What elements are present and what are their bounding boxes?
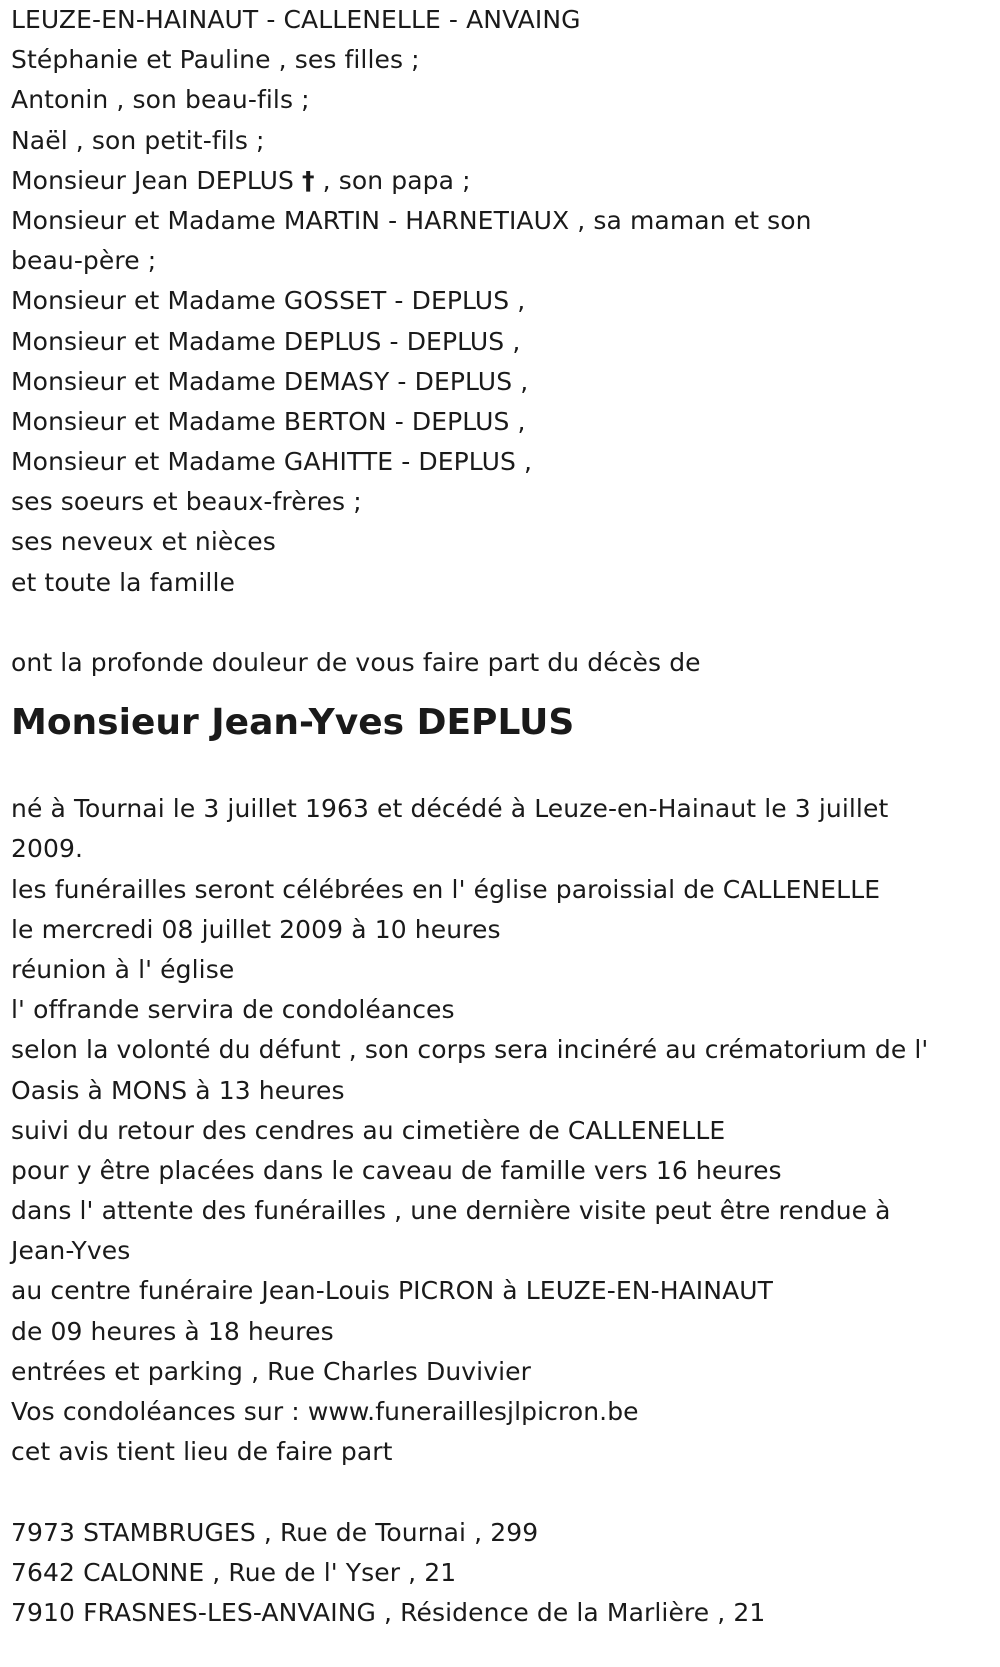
family-line: Monsieur et Madame GAHITTE - DEPLUS , [11, 447, 533, 477]
family-line: Antonin , son beau-fils ; [11, 85, 310, 115]
father-line [11, 161, 991, 201]
detail-line: Oasis à MONS à 13 heures [11, 1075, 345, 1105]
detail-line: entrées et parking , Rue Charles Duvivier [11, 1356, 532, 1386]
detail-line: dans l' attente des funérailles , une dernière visite peut être rendue à [11, 1196, 891, 1226]
detail-line: réunion à l' église [11, 954, 235, 984]
cross-icon: † [302, 165, 315, 195]
spacer [11, 759, 991, 789]
detail-line: l' offrande servira de condoléances [11, 995, 455, 1025]
family-line: ses neveux et nièces [11, 527, 276, 557]
father-relation: , son papa ; [314, 165, 471, 195]
family-line: beau-père ; [11, 246, 157, 276]
detail-line: au centre funéraire Jean-Louis PICRON à LEUZE-EN-HAINAUT [11, 1276, 774, 1306]
address-line: 7973 STAMBRUGES , Rue de Tournai , 299 [11, 1517, 539, 1547]
obituary-notice [11, 0, 991, 1633]
detail-line: le mercredi 08 juillet 2009 à 10 heures [11, 914, 501, 944]
condolences-website-line: Vos condoléances sur : www.funeraillesjlpicron.be [11, 1397, 639, 1426]
detail-line: 2009. [11, 834, 84, 864]
detail-line: cet avis tient lieu de faire part [11, 1437, 393, 1467]
detail-line: pour y être placées dans le caveau de famille vers 16 heures [11, 1155, 782, 1185]
family-line: Monsieur et Madame DEMASY - DEPLUS , [11, 366, 529, 396]
spacer [11, 603, 991, 643]
locations-header: LEUZE-EN-HAINAUT - CALLENELLE - ANVAING [11, 5, 581, 34]
detail-line: selon la volonté du défunt , son corps sera incinéré au crématorium de l' [11, 1035, 929, 1065]
detail-line: les funérailles seront célébrées en l' église paroissial de CALLENELLE [11, 874, 881, 904]
family-line: Naël , son petit-fils ; [11, 125, 265, 155]
family-line: Monsieur et Madame GOSSET - DEPLUS , [11, 286, 526, 316]
deceased-name: Monsieur Jean-Yves DEPLUS [11, 702, 575, 744]
family-line: Monsieur et Madame DEPLUS - DEPLUS , [11, 326, 521, 356]
address-line: 7910 FRASNES-LES-ANVAING , Résidence de la Marlière , 21 [11, 1597, 766, 1627]
spacer [11, 1472, 991, 1512]
detail-line: de 09 heures à 18 heures [11, 1316, 334, 1346]
detail-line: Jean-Yves [11, 1236, 131, 1266]
detail-line: suivi du retour des cendres au cimetière de CALLENELLE [11, 1115, 726, 1145]
family-line: et toute la famille [11, 567, 236, 597]
family-line: ses soeurs et beaux-frères ; [11, 487, 362, 517]
detail-line: né à Tournai le 3 juillet 1963 et décédé à Leuze-en-Hainaut le 3 juillet [11, 794, 889, 824]
family-line: Monsieur et Madame MARTIN - HARNETIAUX , sa maman et son [11, 205, 812, 235]
address-line: 7642 CALONNE , Rue de l' Yser , 21 [11, 1557, 457, 1587]
family-line: Monsieur et Madame BERTON - DEPLUS , [11, 406, 526, 436]
father-name: Monsieur Jean DEPLUS [11, 165, 303, 195]
announcement-line: ont la profonde douleur de vous faire part du décès de [11, 648, 701, 677]
family-line: Stéphanie et Pauline , ses filles ; [11, 45, 420, 75]
